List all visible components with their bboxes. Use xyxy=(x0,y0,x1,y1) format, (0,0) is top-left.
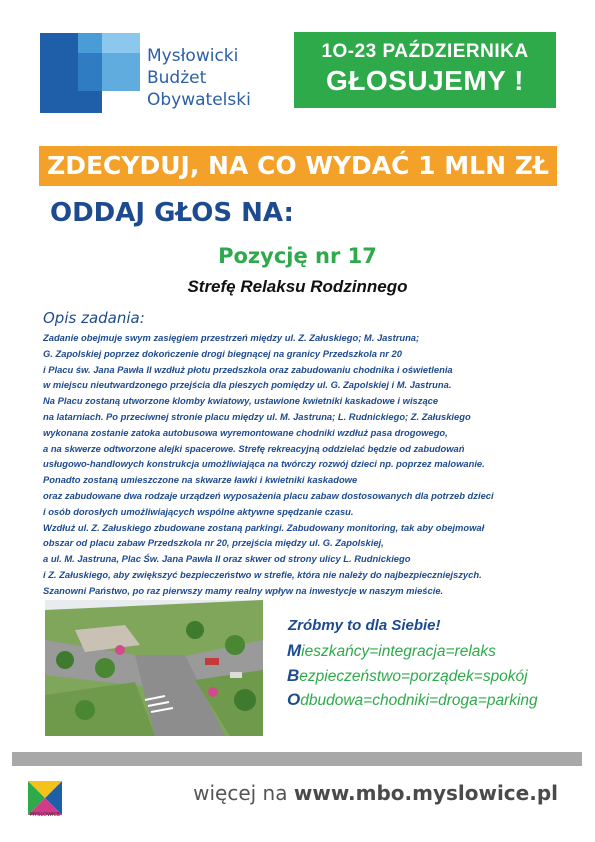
slogan-initial: M xyxy=(287,641,302,660)
slogan-line xyxy=(287,690,538,710)
position-number: Pozycję nr 17 xyxy=(218,244,377,268)
project-name: Strefę Relaksu Rodzinnego xyxy=(187,277,408,296)
description-line: i Z. Załuskiego, aby zwiększyć bezpieczeństwo w strefie, która nie należy do najbezpieczniejszych. xyxy=(43,568,482,580)
footer-website xyxy=(193,781,558,805)
description-line: Szanowni Państwo, po raz pierwszy mamy realny wpływ na inwestycje w naszym mieście. xyxy=(43,584,444,596)
slogan-text: ieszkańcy=integracja=relaks xyxy=(301,643,496,660)
vote-headline: GŁOSUJEMY ! xyxy=(326,65,524,96)
slogan-text: ezpieczeństwo=porządek=spokój xyxy=(299,668,528,685)
footer-divider xyxy=(12,752,582,766)
logo-line-1: Mysłowicki xyxy=(147,46,239,66)
slogan-line xyxy=(287,641,496,661)
logo-line-2: Budżet xyxy=(147,68,207,88)
description-line: G. Zapolskiej poprzez dokończenie drogi biegnącej na granicy Przedszkola nr 20 xyxy=(43,347,402,359)
description-line: a na skwerze odtworzone alejki spacerowe. Strefę rekreacyjną oddzielać będzie od zabudowań xyxy=(43,442,465,454)
description-line: Wzdłuż ul. Z. Załuskiego zbudowane zostaną parkingi. Zabudowany monitoring, tak aby obejmował xyxy=(43,521,485,533)
logo-line-3: Obywatelski xyxy=(147,90,251,110)
description-line: a ul. M. Jastruna, Plac Św. Jana Pawła II oraz skwer od strony ulicy L. Rudnickiego xyxy=(43,553,411,565)
description-line: Na Placu zostaną utworzone klomby kwiatowy, ustawione kwietniki kaskadowe i wiszące xyxy=(43,395,439,407)
description-line: na latarniach. Po przeciwnej stronie placu między ul. M. Jastruna; L. Rudnickiego; Z. Załuskiego xyxy=(43,410,471,422)
slogan-title: Zróbmy to dla Siebie! xyxy=(288,617,441,634)
slogan-text: dbudowa=chodniki=droga=parking xyxy=(300,692,538,709)
slogan-initial: O xyxy=(287,690,301,709)
logo-text xyxy=(147,45,251,111)
city-logo-label: MYSŁOWICE xyxy=(29,812,61,818)
description-line: Ponadto zostaną umieszczone na skwarze ławki i kwietniki kaskadowe xyxy=(43,474,358,486)
description-heading: Opis zadania: xyxy=(43,309,145,327)
mbo-logo-icon xyxy=(40,33,140,113)
slogan-initial: B xyxy=(287,666,300,685)
description-line: obszar od placu zabaw Przedszkola nr 20, przejścia między ul. G. Zapolskiej, xyxy=(43,537,384,549)
description-line: wykonana zostanie zatoka autobusowa wyremontowane chodniki wzdłuż pasa drogowego, xyxy=(43,426,448,438)
vote-for-heading: ODDAJ GŁOS NA: xyxy=(50,198,294,228)
description-line: oraz zabudowane dwa rodzaje urządzeń wyposażenia placu zabaw dostosowanych dla potrzeb dzieci xyxy=(43,489,494,501)
description-line: usługowo-handlowych konstrukcja umożliwiająca na twórczy rozwój dzieci np. poprzez malowanie. xyxy=(43,458,485,470)
slogan-line xyxy=(287,666,528,686)
description-line: i osób dorosłych umożliwiających wspólne aktywne spędzanie czasu. xyxy=(43,505,354,517)
description-line: w miejscu nieutwardzonego przejścia dla pieszych pomiędzy ul. G. Zapolskiej i M. Jastruna. xyxy=(43,379,452,391)
footer-prefix: więcej na xyxy=(193,781,294,805)
area-visualization-image xyxy=(45,600,263,736)
vote-dates: 1O-23 PAŹDZIERNIKA xyxy=(321,41,529,62)
description-body xyxy=(43,330,553,599)
description-line: Zadanie obejmuje swym zasięgiem przestrzeń między ul. Z. Załuskiego; M. Jastruna; xyxy=(43,332,420,343)
description-line: i Placu św. Jana Pawła II wzdłuż płotu przedszkola oraz zabudowaniu chodnika i oświetlenia xyxy=(43,363,453,375)
website-link[interactable]: www.mbo.myslowice.pl xyxy=(293,781,558,805)
budget-banner: ZDECYDUJ, NA CO WYDAĆ 1 MLN ZŁ xyxy=(39,146,557,186)
vote-dates-box xyxy=(294,32,556,108)
